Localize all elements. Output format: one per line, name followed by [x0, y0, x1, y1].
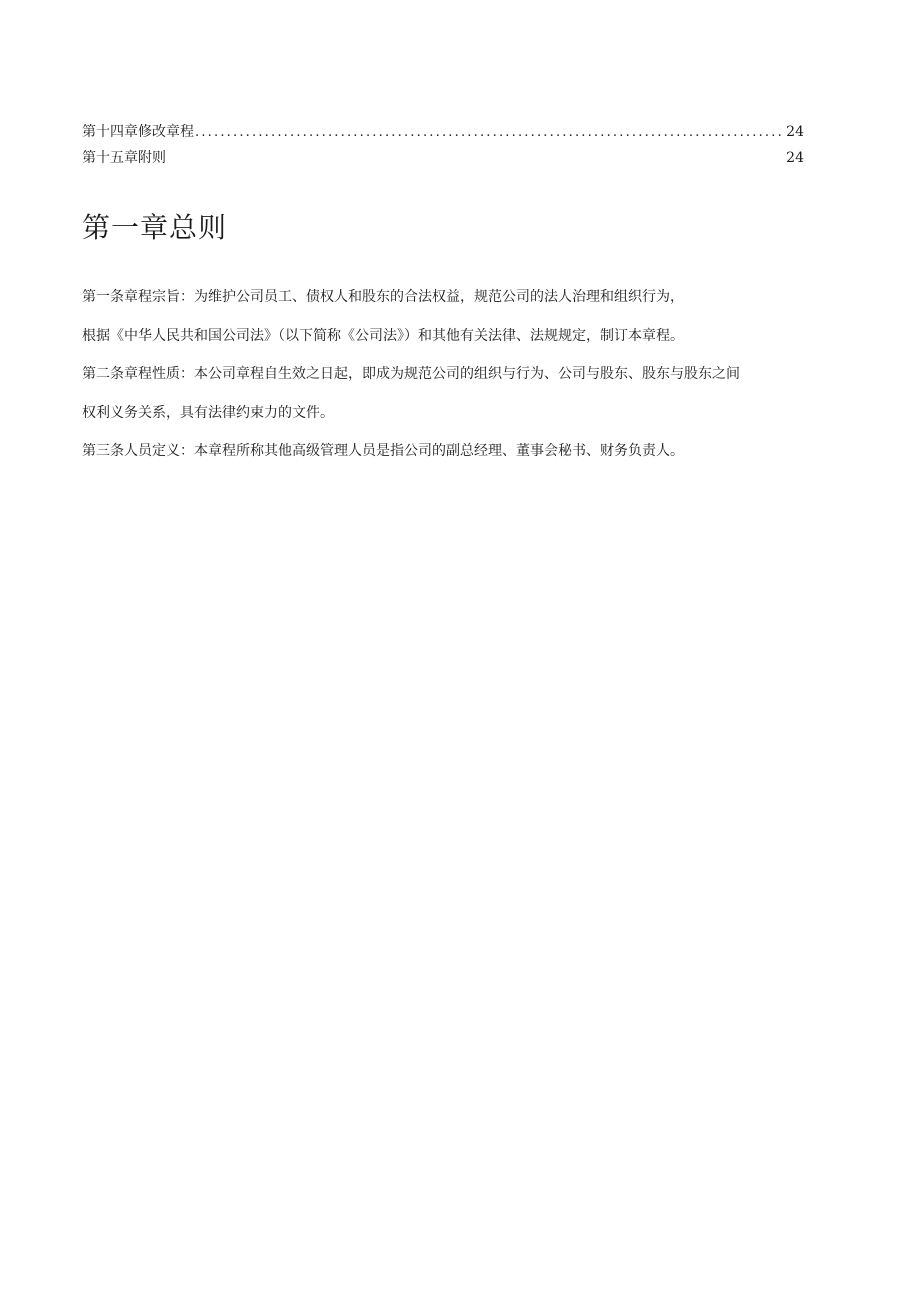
toc-entry[interactable] — [82, 122, 804, 148]
toc-entry-page: 24 — [786, 150, 804, 166]
paragraph-line: 第二条章程性质：本公司章程自生效之日起，即成为规范公司的组织与行为、公司与股东、股东与股东之间 — [82, 366, 740, 382]
paragraph-line: 第一条章程宗旨：为维护公司员工、债权人和股东的合法权益，规范公司的法人治理和组织行为， — [82, 289, 684, 305]
toc-dot-leader — [195, 123, 785, 143]
paragraph-line: 第三条人员定义：本章程所称其他高级管理人员是指公司的副总经理、董事会秘书、财务负责人。 — [82, 443, 684, 459]
chapter-heading: 第一章总则 — [82, 211, 228, 244]
table-of-contents — [82, 122, 804, 174]
toc-entry-label: 第十四章修改章程 — [82, 124, 194, 140]
toc-entry[interactable] — [82, 148, 804, 174]
toc-entry-label: 第十五章附则 — [82, 150, 166, 166]
paragraph-line: 根据《中华人民共和国公司法》（以下简称《公司法》）和其他有关法律、法规规定，制订本章程。 — [82, 327, 684, 344]
paragraph-line: 权利义务关系，具有法律约束力的文件。 — [82, 404, 334, 421]
toc-entry-page: 24 — [786, 124, 804, 140]
chapter-body — [82, 282, 822, 475]
